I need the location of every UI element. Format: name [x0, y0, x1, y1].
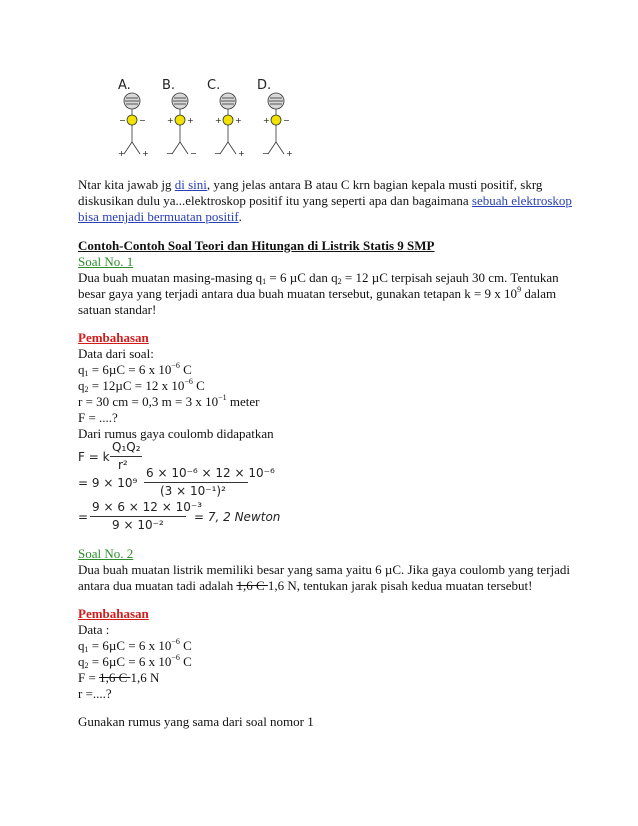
- figure-label-c: C.: [207, 78, 221, 93]
- di-sini-link[interactable]: di sini: [174, 177, 207, 192]
- soal-1-line-3: satuan standar!: [78, 302, 157, 317]
- frac-line-3: [90, 516, 186, 517]
- electroscope-c: [214, 93, 245, 158]
- eq-num-1: Q₁Q₂: [112, 440, 141, 454]
- svg-text:−: −: [119, 116, 126, 125]
- frac-line-1: [110, 456, 142, 457]
- soal-1-line-2: besar gaya yang terjadi antara dua buah muatan tersebut, gunakan tetapan k = 9 x $10^9$ dalam: [78, 285, 557, 301]
- svg-text:+: +: [215, 116, 222, 125]
- electroscope-d: [262, 93, 293, 158]
- intro-line-1: Ntar kita jawab jg di sini, yang jelas antara B atau C krn bagian kepala musti positif, skrg: [78, 177, 543, 192]
- eq-line-2-pre: = 9 × 10⁹: [78, 476, 138, 490]
- figure-label-b: B.: [162, 78, 176, 93]
- pembahasan-2-r: r =....?: [78, 686, 112, 701]
- soal-2-title: Soal No. 2: [78, 546, 134, 561]
- svg-text:+: +: [235, 116, 242, 125]
- frac-line-2: [144, 482, 248, 483]
- pembahasan-1-q1: $q_1 = 6\mu C = 6$ x $10^{-6}$ C: [78, 361, 192, 378]
- pembahasan-1-f: F = ....?: [78, 410, 118, 425]
- eq-num-2: 6 × 10⁻⁶ × 12 × 10⁻⁶: [146, 466, 275, 480]
- svg-text:−: −: [190, 149, 197, 158]
- eq-f: F = k: [78, 450, 110, 464]
- svg-text:+: +: [118, 149, 125, 158]
- pembahasan-2-q2: $q_2 = 6\mu C = 6$ x $10^{-6}$ C: [78, 653, 192, 670]
- pembahasan-1-rumus: Dari rumus gaya coulomb didapatkan: [78, 426, 274, 441]
- pembahasan-1-data-label: Data dari soal:: [78, 346, 154, 361]
- eq-result: = 7, 2 Newton: [194, 510, 281, 524]
- electroscope-drawings: [110, 90, 300, 165]
- elektroskop-link[interactable]: sebuah elektroskop: [471, 193, 572, 208]
- eq-den-2: (3 × 10⁻¹)²: [160, 484, 226, 498]
- pembahasan-2-f: F = 1,6 C 1,6 N: [78, 670, 160, 685]
- svg-text:+: +: [187, 116, 194, 125]
- eq-line-3-pre: =: [78, 510, 89, 524]
- soal-1-title: Soal No. 1: [78, 254, 134, 269]
- electroscope-b: [166, 93, 197, 158]
- svg-text:−: −: [283, 116, 290, 125]
- eq-num-3: 9 × 6 × 12 × 10⁻³: [92, 500, 203, 514]
- svg-text:+: +: [286, 149, 293, 158]
- svg-text:−: −: [166, 149, 173, 158]
- soal-2-line-2: antara dua muatan tadi adalah 1,6 C 1,6 N, tentukan jarak pisah kedua muatan tersebut!: [78, 578, 533, 593]
- section-heading: Contoh-Contoh Soal Teori dan Hitungan di Listrik Statis 9 SMP: [78, 238, 435, 253]
- figure-label-d: D.: [257, 78, 272, 93]
- intro-line-2: diskusikan dulu ya...elektroskop positif itu yang seperti apa dan bagaimana sebuah elektroskop: [78, 193, 572, 208]
- svg-text:−: −: [262, 149, 269, 158]
- svg-text:+: +: [238, 149, 245, 158]
- pembahasan-1-q2: $q_2 = 12\mu C = 12$ x $10^{-6}$ C: [78, 377, 205, 394]
- pembahasan-1-title: Pembahasan: [78, 330, 149, 345]
- electroscope-a: [118, 93, 149, 158]
- svg-text:−: −: [139, 116, 146, 125]
- svg-text:+: +: [142, 149, 149, 158]
- elektroskop-link-cont[interactable]: bisa menjadi bermuatan positif: [78, 209, 239, 224]
- svg-text:−: −: [214, 149, 221, 158]
- svg-text:+: +: [167, 116, 174, 125]
- pembahasan-1-r: r = 30 cm = 0,3 m = 3 x $10^{-1}$ meter: [78, 393, 260, 409]
- pembahasan-2-title: Pembahasan: [78, 606, 149, 621]
- pembahasan-2-data-label: Data :: [78, 622, 110, 637]
- figure-label-a: A.: [118, 78, 131, 93]
- pembahasan-2-last: Gunakan rumus yang sama dari soal nomor 1: [78, 714, 314, 729]
- soal-2-line-1: Dua buah muatan listrik memiliki besar yang sama yaitu 6 µC. Jika gaya coulomb yang terjadi: [78, 562, 570, 577]
- intro-line-3: bisa menjadi bermuatan positif.: [78, 209, 242, 224]
- eq-den-3: 9 × 10⁻²: [112, 518, 164, 532]
- eq-den-1: r²: [118, 458, 128, 472]
- pembahasan-2-q1: $q_1 = 6\mu C = 6$ x $10^{-6}$ C: [78, 637, 192, 654]
- soal-1-line-1: Dua buah muatan masing-masing $q_1 = 6$ µC dan $q_2 = 12$ µC terpisah sejauh 30 cm. Tentukan: [78, 270, 559, 286]
- svg-text:+: +: [263, 116, 270, 125]
